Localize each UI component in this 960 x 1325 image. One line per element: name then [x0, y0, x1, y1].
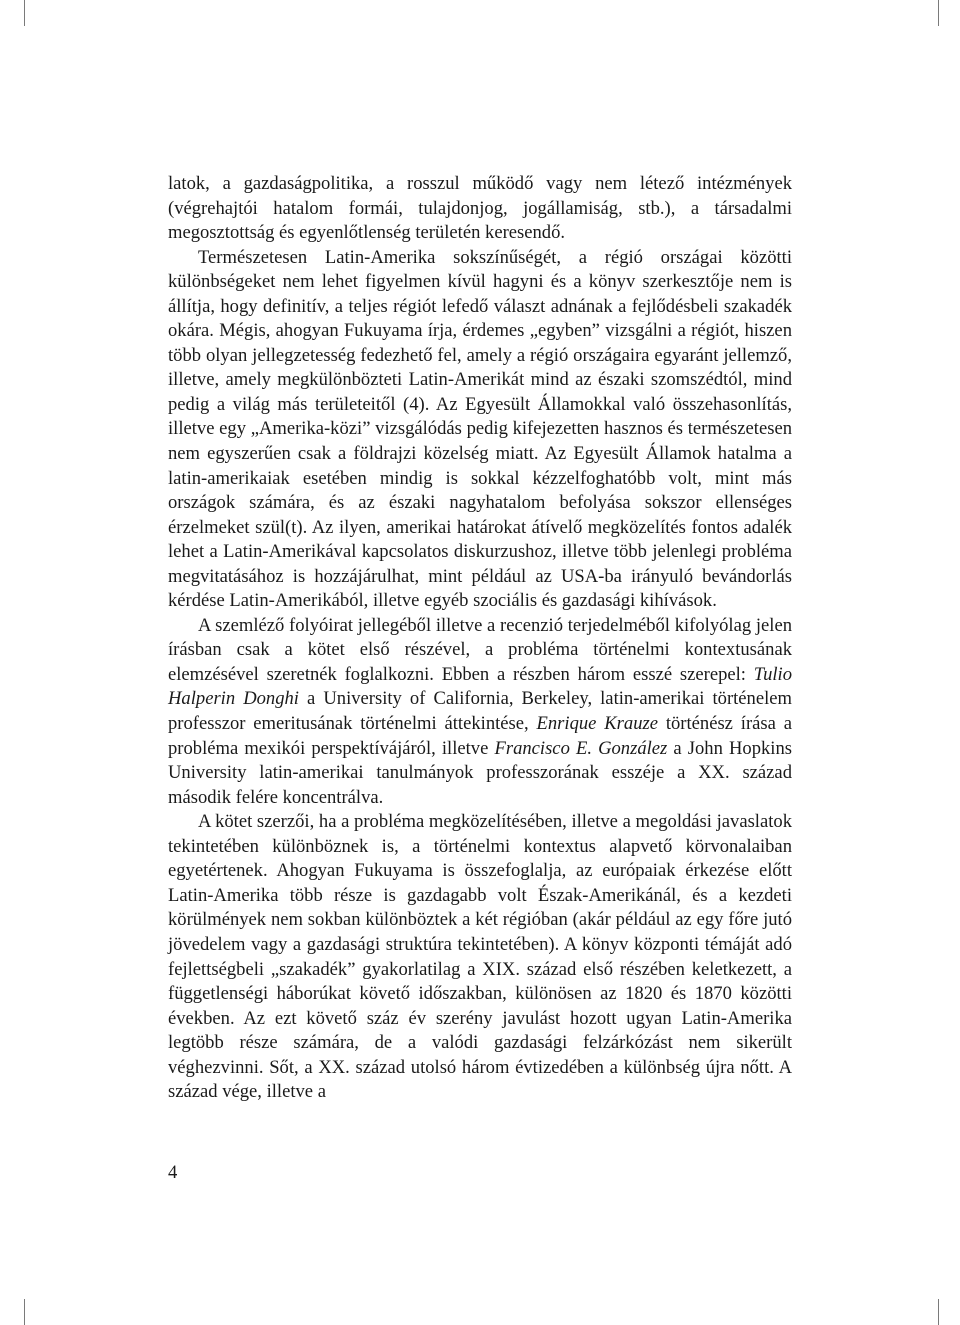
crop-mark-bottom-left — [24, 1299, 25, 1325]
crop-mark-top-left — [24, 0, 25, 26]
text-run: latok, a gazdaságpolitika, a rosszul működő vagy nem létező intézmények (végrehajtói hatalom formái, tulajdonjog, jogállamiság, stb.), a társadalmi megosztottság és egyenlőtlenség területén keresendő. — [168, 173, 792, 244]
italic-name: Francisco E. González — [494, 737, 668, 759]
crop-mark-top-right — [938, 0, 939, 26]
paragraph — [168, 614, 792, 810]
body-text — [168, 172, 792, 1105]
crop-mark-bottom-right — [938, 1299, 939, 1325]
paragraph — [168, 810, 792, 1105]
paragraph — [168, 246, 792, 614]
text-run: A szemléző folyóirat jellegéből illetve a recenzió terjedelméből kifolyólag jelen írásban csak a kötet első részével, a probléma történelmi kontextusának elemzésével szeretnék foglalkozni. Ebben a részben három esszé szerepel: — [168, 614, 792, 685]
text-run: a John Hopkins University latin-amerikai tanulmányok professzorának esszéje a XX. század második felére koncentrálva. — [168, 737, 793, 808]
italic-name: Enrique Krauze — [536, 713, 658, 735]
text-run: A kötet szerzői, ha a probléma megközelítésében, illetve a megoldási javaslatok tekintetében különböznek is, a történelmi kontextus alapvető körvonalaiban egyetértenek. Ahogyan Fukuyama is összefoglalja, az európaiak érkezése előtt Latin-Amerika több része is gazdagabb volt Észak-Amerikánál, és a kezdeti körülmények nem sokban különböztek a két régióban (akár például az egy főre jutó jövedelem vagy a gazdasági struktúra tekintetében). A könyv központi témáját adó fejlettségbeli „szakadék” gyakorlatilag a XIX. század első részében keletkezett, a függetlenségi háborúkat követő időszakban, különösen az 1820 és 1870 közötti években. Az ezt követő száz év szerény javulást hozott ugyan Latin-Amerika legtöbb része számára, de a valódi gazdasági felzárkózást nem sikerült véghezvinni. Sőt, a XX. század utolsó három évtizedében a különbség újra nőtt. A század vége, illetve a — [168, 811, 792, 1103]
page-number: 4 — [168, 1162, 178, 1183]
text-run: történész írása a probléma mexikói perspektívájáról, illetve — [168, 713, 792, 759]
text-run: Természetesen Latin-Amerika sokszínűségét, a régió országai közötti különbségeket nem lehet figyelmen kívül hagyni és a könyv szerkesztője nem is állítja, hogy definitív, a teljes régiót lefedő választ adnának a fejlődésbeli szakadék okára. Mégis, ahogyan Fukuyama írja, érdemes „egyben” vizsgálni a régiót, hiszen több olyan jellegzetesség fedezhető fel, amely a régió országaira egyaránt jellemző, illetve, amely megkülönbözteti Latin-Amerikát mind az északi szomszédtól, mind pedig a világ más területeitől (4). Az Egyesült Államokkal való összehasonlítás, illetve egy „Amerika-közi” vizsgálódás pedig kifejezetten hasznos és természetesen nem egyszerűen csak a földrajzi közelség miatt. Az Egyesült Államok hatalma a latin-amerikaiak esetében mindig is sokkal kézzelfoghatóbb volt, mint más országok számára, és az északi nagyhatalom befolyása sokszor ellenséges érzelmeket szül(t). Az ilyen, amerikai határokat átívelő megközelítés fontos adalék lehet a Latin-Amerikával kapcsolatos diskurzushoz, illetve több jelenlegi probléma megvitatásához is hozzájárulhat, mint például az USA-ba irányuló bevándorlás kérdése Latin-Amerikából, illetve egyéb szociális és gazdasági kihívások. — [168, 246, 792, 612]
paragraph — [168, 172, 792, 246]
italic-name: Tulio Halperin Donghi — [168, 663, 792, 710]
text-run: a University of California, Berkeley, latin-amerikai történelem professzor emeritusának történelmi áttekintése, — [168, 688, 792, 735]
